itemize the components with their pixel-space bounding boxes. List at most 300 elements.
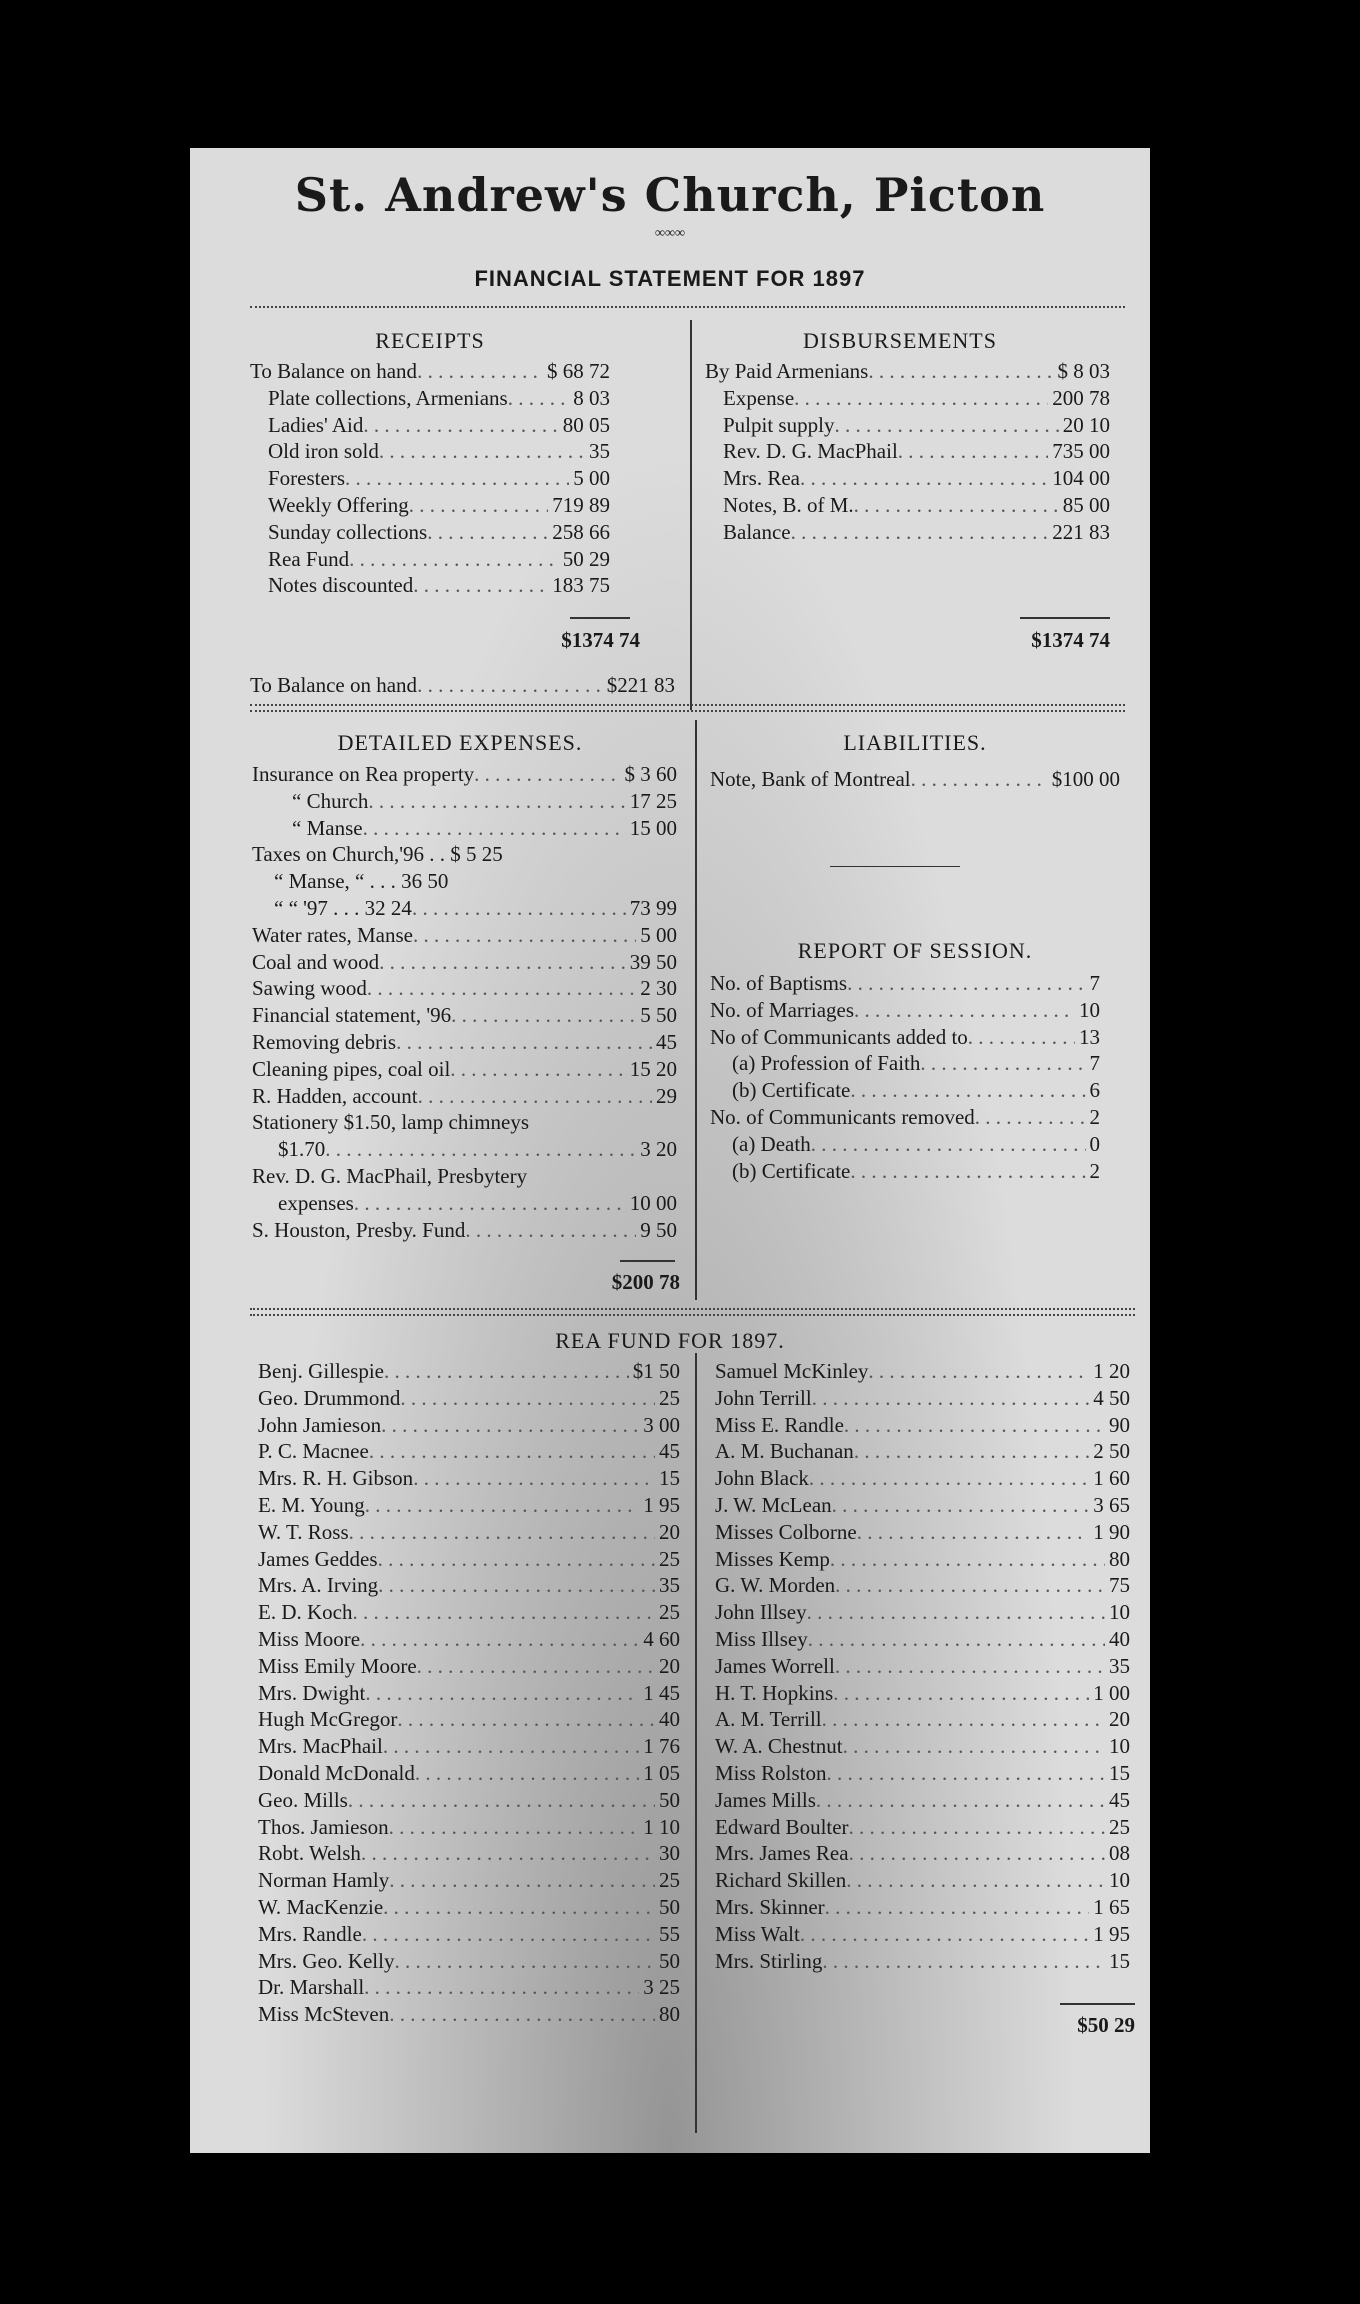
list-item	[252, 1136, 677, 1163]
leader-dots	[465, 1217, 636, 1244]
leader-dots	[367, 975, 636, 1002]
item-label: James Mills	[715, 1787, 816, 1812]
item-label: John Jamieson	[258, 1412, 382, 1437]
list-item	[715, 1572, 1130, 1599]
leader-dots	[834, 412, 1058, 439]
list-item	[252, 868, 677, 895]
item-label: Mrs. A. Irving	[258, 1573, 379, 1598]
item-amount: 258 66	[552, 519, 610, 544]
leader-dots	[794, 385, 1048, 412]
list-item	[252, 949, 677, 976]
item-amount: 4 50	[1093, 1385, 1130, 1410]
item-label: Rea Fund	[268, 546, 350, 571]
list-item	[250, 358, 610, 385]
item-amount: 3 25	[643, 1975, 680, 2000]
item-label: John Terrill	[715, 1385, 812, 1410]
leader-dots	[389, 1867, 655, 1894]
item-label: Rev. D. G. MacPhail	[723, 439, 898, 464]
item-amount: $ 3 60	[624, 762, 677, 786]
item-amount: 85 00	[1062, 492, 1110, 517]
leader-dots	[348, 1787, 655, 1814]
leader-dots	[846, 1867, 1105, 1894]
list-item	[258, 1519, 680, 1546]
list-item	[258, 1867, 680, 1894]
leader-dots	[822, 1706, 1105, 1733]
item-label: Cleaning pipes, coal oil	[252, 1056, 451, 1081]
leader-dots	[835, 1572, 1105, 1599]
list-item	[250, 519, 610, 546]
item-amount: 1 90	[1093, 1519, 1130, 1544]
divider	[250, 704, 1125, 706]
list-item	[258, 1921, 680, 1948]
item-amount: 75	[1109, 1573, 1130, 1598]
list-item	[252, 841, 677, 868]
item-amount: 1 95	[1093, 1921, 1130, 1946]
leader-dots	[400, 1385, 655, 1412]
list-item	[258, 1840, 680, 1867]
list-item	[705, 358, 1110, 385]
item-amount: 1 00	[1093, 1680, 1130, 1705]
leader-dots	[352, 1599, 655, 1626]
disbursements-heading: DISBURSEMENTS	[803, 328, 997, 353]
item-label: Sunday collections	[268, 519, 428, 544]
leader-dots	[363, 412, 558, 439]
list-item	[715, 1438, 1130, 1465]
item-amount: 9 50	[640, 1217, 677, 1242]
item-label: Misses Colborne	[715, 1519, 857, 1544]
item-amount: 2	[1089, 1104, 1100, 1129]
item-label: Rev. D. G. MacPhail, Presbytery	[252, 1163, 528, 1188]
item-label: W. MacKenzie	[258, 1894, 384, 1919]
item-label: Foresters	[268, 466, 345, 491]
item-label: W. T. Ross	[258, 1519, 349, 1544]
leader-dots	[362, 1921, 655, 1948]
receipts-balance: To Balance on hand . . . $221 83	[250, 672, 675, 699]
item-amount: 90	[1109, 1412, 1130, 1437]
item-label: No. of Communicants removed	[710, 1104, 975, 1129]
list-item	[715, 1519, 1130, 1546]
item-amount: 1 10	[643, 1814, 680, 1839]
list-item	[258, 1626, 680, 1653]
list-item	[250, 492, 610, 519]
list-item	[710, 997, 1100, 1024]
leader-dots	[920, 1050, 1085, 1077]
list-item	[715, 1814, 1130, 1841]
item-amount: 55	[659, 1921, 680, 1946]
item-amount: 2	[1089, 1158, 1100, 1183]
item-amount: 25	[659, 1546, 680, 1571]
item-label: Norman Hamly	[258, 1868, 390, 1893]
item-label: (b) Certificate	[732, 1158, 851, 1183]
list-item	[710, 970, 1100, 997]
list-item	[715, 1680, 1130, 1707]
divider	[250, 710, 1125, 712]
list-item	[252, 788, 677, 815]
item-label: P. C. Macnee	[258, 1439, 369, 1464]
item-amount: 1 60	[1093, 1466, 1130, 1491]
item-label: E. D. Koch	[258, 1600, 353, 1625]
item-amount: 0	[1089, 1131, 1100, 1156]
item-label: Mrs. Randle	[258, 1921, 362, 1946]
list-item	[258, 1706, 680, 1733]
item-label: Miss Illsey	[715, 1626, 808, 1651]
item-amount: 15	[1109, 1948, 1130, 1973]
item-amount: 50	[659, 1948, 680, 1973]
leader-dots	[854, 1438, 1089, 1465]
leader-dots	[389, 1814, 640, 1841]
item-amount: 29	[656, 1083, 677, 1108]
column-divider	[695, 1353, 697, 2133]
item-label: Hugh McGregor	[258, 1707, 398, 1732]
leader-dots	[450, 1056, 625, 1083]
item-amount: 25	[1109, 1814, 1130, 1839]
leader-dots	[826, 1760, 1105, 1787]
leader-dots	[417, 358, 543, 385]
item-amount: 40	[659, 1707, 680, 1732]
leader-dots	[409, 492, 548, 519]
leader-dots	[808, 1626, 1105, 1653]
list-item	[258, 1385, 680, 1412]
rea-fund-total: $50 29	[1077, 2013, 1135, 2037]
list-item	[252, 1002, 677, 1029]
item-amount: 5 50	[640, 1003, 677, 1028]
list-item	[715, 1948, 1130, 1975]
list-item	[258, 1653, 680, 1680]
leader-dots	[360, 1626, 639, 1653]
item-amount: 39 50	[629, 949, 677, 974]
list-item	[715, 1412, 1130, 1439]
item-amount: 1 20	[1093, 1359, 1130, 1383]
receipts-list	[250, 358, 610, 599]
leader-dots	[833, 1680, 1089, 1707]
item-amount: 1 95	[643, 1492, 680, 1517]
list-item	[252, 761, 677, 788]
leader-dots	[354, 1190, 626, 1217]
item-label: Mrs. James Rea	[715, 1841, 849, 1866]
item-label: To Balance on hand	[250, 359, 418, 383]
list-item	[252, 1083, 677, 1110]
list-item	[715, 1546, 1130, 1573]
liabilities-list: Note, Bank of Montreal . . . $100 00	[710, 766, 1120, 793]
list-item	[258, 1948, 680, 1975]
leader-dots	[825, 1894, 1090, 1921]
item-label: “ “ '97 . . . 32 24	[274, 895, 412, 920]
list-item	[258, 1465, 680, 1492]
disbursements-list	[705, 358, 1110, 546]
item-label: Richard Skillen	[715, 1868, 847, 1893]
leader-dots	[415, 1760, 639, 1787]
item-label: Miss E. Randle	[715, 1412, 844, 1437]
list-item	[258, 1974, 680, 2001]
item-amount: 3 20	[640, 1137, 677, 1162]
item-amount: 719 89	[552, 492, 610, 517]
list-item	[715, 1760, 1130, 1787]
item-label: W. A. Chestnut	[715, 1734, 843, 1759]
item-label: Mrs. Dwight	[258, 1680, 366, 1705]
list-item	[715, 1358, 1130, 1385]
list-item	[710, 1104, 1100, 1131]
item-amount: 200 78	[1052, 385, 1110, 410]
item-label: “ Church	[292, 788, 369, 813]
list-item	[258, 1492, 680, 1519]
list-item	[715, 1733, 1130, 1760]
item-label: Old iron sold	[268, 439, 379, 464]
item-amount: 13	[1079, 1024, 1100, 1049]
list-item	[710, 1158, 1100, 1185]
item-amount: 10	[1079, 997, 1100, 1022]
item-amount: 104 00	[1052, 466, 1110, 491]
list-item	[250, 412, 610, 439]
item-label: By Paid Armenians	[705, 359, 869, 383]
item-label: Miss Rolston	[715, 1760, 827, 1785]
title-ornament: ∞∞∞	[655, 226, 685, 241]
leader-dots	[816, 1787, 1105, 1814]
leader-dots	[847, 970, 1085, 997]
item-label: G. W. Morden	[715, 1573, 836, 1598]
item-label: H. T. Hopkins	[715, 1680, 834, 1705]
column-divider	[695, 720, 697, 1300]
item-label: Thos. Jamieson	[258, 1814, 389, 1839]
list-item	[258, 1438, 680, 1465]
page-title: St. Andrew's Church, Picton	[294, 168, 1046, 222]
leader-dots	[868, 1358, 1089, 1385]
item-label: Miss Emily Moore	[258, 1653, 417, 1678]
item-label: Mrs. Geo. Kelly	[258, 1948, 395, 1973]
leader-dots	[413, 1465, 655, 1492]
leader-dots	[389, 2001, 655, 2028]
item-amount: 8 03	[573, 385, 610, 410]
leader-dots	[381, 1412, 639, 1439]
receipts-heading: RECEIPTS	[375, 328, 485, 353]
item-label: J. W. McLean	[715, 1492, 832, 1517]
item-label: Stationery $1.50, lamp chimneys	[252, 1110, 530, 1135]
item-label: Notes discounted	[268, 573, 414, 598]
item-amount: $ 68 72	[547, 359, 610, 383]
item-label: (b) Certificate	[732, 1078, 851, 1103]
list-item	[258, 1599, 680, 1626]
list-item	[252, 815, 677, 842]
item-label: S. Houston, Presby. Fund	[252, 1217, 466, 1242]
item-amount: 1 65	[1093, 1894, 1130, 1919]
list-item	[258, 1760, 680, 1787]
leader-dots	[397, 1706, 655, 1733]
item-label: (a) Profession of Faith	[732, 1051, 921, 1076]
liabilities-heading: LIABILITIES.	[843, 730, 987, 755]
item-amount: 3 00	[643, 1412, 680, 1437]
item-amount: $ 8 03	[1057, 359, 1110, 383]
item-label: “ Manse	[292, 815, 363, 840]
item-label: Removing debris	[252, 1029, 397, 1054]
leader-dots	[365, 1680, 639, 1707]
item-label: Miss Moore	[258, 1626, 361, 1651]
leader-dots	[325, 1136, 636, 1163]
divider	[250, 1308, 1135, 1310]
leader-dots	[849, 1840, 1105, 1867]
item-amount: 10	[1109, 1868, 1130, 1893]
item-amount: 1 45	[643, 1680, 680, 1705]
item-label: Geo. Drummond	[258, 1385, 401, 1410]
item-amount: 2 30	[640, 976, 677, 1001]
leader-dots	[843, 1733, 1105, 1760]
item-amount: 20	[659, 1653, 680, 1678]
item-label: No. of Baptisms	[710, 971, 848, 995]
list-item	[258, 1814, 680, 1841]
leader-dots	[369, 1438, 655, 1465]
item-label: Benj. Gillespie	[258, 1359, 384, 1383]
item-amount: 5 00	[573, 466, 610, 491]
item-label: Mrs. Rea	[723, 466, 800, 491]
leader-dots	[844, 1412, 1105, 1439]
item-amount: 17 25	[629, 788, 677, 813]
list-item	[715, 1385, 1130, 1412]
list-item	[252, 975, 677, 1002]
item-label: Weekly Offering	[268, 492, 409, 517]
item-label: expenses	[278, 1190, 354, 1215]
divider	[250, 306, 1125, 308]
list-item	[252, 1217, 677, 1244]
leader-dots	[361, 1840, 655, 1867]
expenses-total: $200 78	[611, 1270, 680, 1294]
list-item	[258, 1572, 680, 1599]
item-label: Balance	[723, 519, 791, 544]
list-item	[250, 572, 610, 599]
item-label: E. M. Young	[258, 1492, 365, 1517]
leader-dots	[345, 465, 569, 492]
item-label: Notes, B. of M.	[723, 492, 854, 517]
leader-dots	[396, 1029, 652, 1056]
item-label: James Geddes	[258, 1546, 378, 1571]
item-label: No of Communicants added to	[710, 1024, 968, 1049]
item-amount: 80	[659, 2002, 680, 2027]
leader-dots	[835, 1653, 1105, 1680]
list-item	[715, 1492, 1130, 1519]
list-item	[258, 1358, 680, 1385]
leader-dots	[800, 465, 1048, 492]
leader-dots	[365, 1492, 639, 1519]
item-amount: 25	[659, 1600, 680, 1625]
item-label: No. of Marriages	[710, 997, 855, 1022]
item-amount: 15	[659, 1466, 680, 1491]
item-label: Pulpit supply	[723, 412, 835, 437]
item-amount: 10 00	[629, 1190, 677, 1215]
list-item	[258, 1680, 680, 1707]
list-item	[258, 1412, 680, 1439]
list-item	[715, 1921, 1130, 1948]
list-item	[258, 2001, 680, 2028]
item-amount: 1 05	[643, 1760, 680, 1785]
item-amount: 4 60	[643, 1626, 680, 1651]
item-label: Sawing wood	[252, 976, 367, 1001]
item-label: Robt. Welsh	[258, 1841, 361, 1866]
receipts-total: $1374 74	[561, 628, 640, 652]
leader-dots	[850, 1077, 1085, 1104]
list-item	[710, 1024, 1100, 1051]
list-item	[715, 1840, 1130, 1867]
item-label: Miss Walt	[715, 1921, 800, 1946]
leader-dots	[812, 1385, 1090, 1412]
item-amount: 6	[1089, 1078, 1100, 1103]
leader-dots	[413, 922, 636, 949]
leader-dots	[832, 1492, 1090, 1519]
item-amount: 10	[1109, 1734, 1130, 1759]
leader-dots	[857, 1519, 1090, 1546]
list-item	[715, 1626, 1130, 1653]
leader-dots	[800, 1921, 1089, 1948]
item-amount: 08	[1109, 1841, 1130, 1866]
leader-dots	[378, 1546, 655, 1573]
item-amount: 45	[659, 1439, 680, 1464]
item-label: Water rates, Manse	[252, 922, 413, 947]
list-item	[705, 412, 1110, 439]
list-item	[705, 519, 1110, 546]
item-label: John Black	[715, 1466, 809, 1491]
item-amount: 45	[1109, 1787, 1130, 1812]
item-amount: 80	[1109, 1546, 1130, 1571]
leader-dots	[868, 358, 1053, 385]
leader-dots	[854, 492, 1059, 519]
item-amount: 7	[1089, 1051, 1100, 1076]
leader-dots	[850, 1158, 1085, 1185]
expenses-list	[252, 761, 677, 1243]
leader-dots	[378, 1572, 655, 1599]
leader-dots	[379, 949, 626, 976]
rea-fund-heading: REA FUND FOR 1897.	[555, 1328, 785, 1353]
expenses-heading: DETAILED EXPENSES.	[337, 730, 583, 755]
list-item	[250, 546, 610, 573]
item-label: Edward Boulter	[715, 1814, 849, 1839]
leader-dots	[822, 1948, 1105, 1975]
list-item	[258, 1787, 680, 1814]
item-label: Mrs. Skinner	[715, 1894, 825, 1919]
total-rule	[1020, 617, 1110, 619]
leader-dots	[898, 438, 1048, 465]
item-amount: 73 99	[629, 895, 677, 920]
item-label: James Worrell	[715, 1653, 835, 1678]
list-item	[250, 438, 610, 465]
leader-dots	[413, 572, 548, 599]
item-amount: 735 00	[1052, 439, 1110, 464]
list-item	[252, 1109, 677, 1136]
item-amount: 221 83	[1052, 519, 1110, 544]
leader-dots	[809, 1465, 1089, 1492]
item-amount: 20 10	[1062, 412, 1110, 437]
session-heading: REPORT OF SESSION.	[797, 938, 1033, 963]
list-item	[252, 922, 677, 949]
item-label: Taxes on Church,'96 . . $ 5 25	[252, 842, 503, 867]
list-item	[715, 1706, 1130, 1733]
list-item	[710, 1077, 1100, 1104]
leader-dots	[417, 1653, 655, 1680]
page-subtitle: FINANCIAL STATEMENT FOR 1897	[474, 266, 866, 291]
list-item	[250, 385, 610, 412]
total-rule	[570, 617, 630, 619]
item-amount: 35	[589, 439, 610, 464]
rea-fund-left-list	[258, 1358, 680, 2028]
item-amount: 30	[659, 1841, 680, 1866]
item-label: Mrs. R. H. Gibson	[258, 1466, 414, 1491]
item-amount: 15 20	[629, 1056, 677, 1081]
list-item	[258, 1546, 680, 1573]
item-label: Geo. Mills	[258, 1787, 348, 1812]
item-amount: 50	[659, 1894, 680, 1919]
item-label: $1.70	[278, 1137, 326, 1162]
leader-dots	[349, 546, 559, 573]
item-label: Misses Kemp	[715, 1546, 830, 1571]
item-amount: 3 65	[1093, 1492, 1130, 1517]
leader-dots	[854, 997, 1075, 1024]
list-item	[252, 1190, 677, 1217]
item-amount: 80 05	[562, 412, 610, 437]
